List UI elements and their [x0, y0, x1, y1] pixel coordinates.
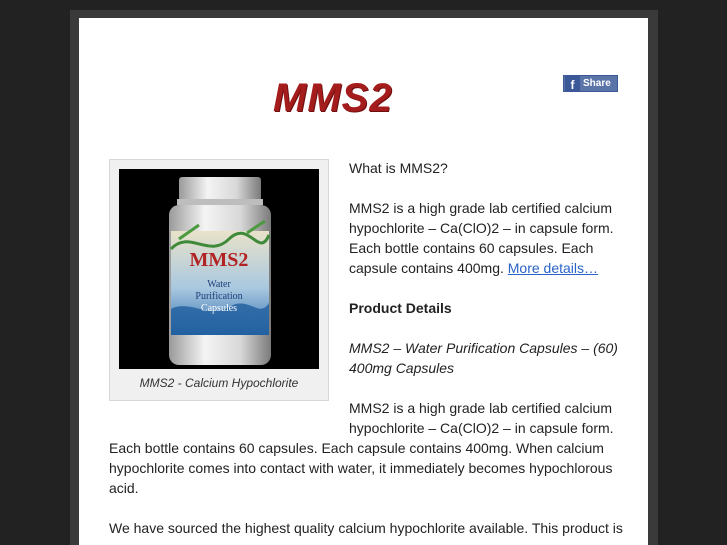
- intro-line: hypochlorite – Ca(ClO)2 – in capsule form.: [349, 220, 614, 236]
- body-line: MMS2 is a high grade lab certified calcium: [349, 400, 613, 416]
- product-photo[interactable]: [119, 169, 319, 369]
- intro-line: capsule contains 400mg.: [349, 260, 504, 276]
- body-paragraph-cont: [109, 438, 629, 498]
- intro-line: Each bottle contains 60 capsules. Each: [349, 240, 594, 256]
- svg-text:Purification: Purification: [195, 291, 243, 302]
- product-name-line: 400mg Capsules: [349, 360, 455, 376]
- facebook-share-button[interactable]: [563, 75, 618, 92]
- svg-text:MMS2: MMS2: [189, 249, 249, 271]
- page-container: [79, 18, 648, 545]
- body-line: Each bottle contains 60 capsules. Each capsule contains 400mg. When calcium: [109, 440, 604, 456]
- body-line: hypochlorite – Ca(ClO)2 – in capsule form.: [349, 420, 614, 436]
- product-name: [349, 338, 618, 378]
- share-label: Share: [583, 78, 611, 89]
- svg-text:Capsules: Capsules: [200, 303, 238, 314]
- question-heading: What is MMS2?: [349, 160, 448, 176]
- svg-text:Water: Water: [207, 279, 231, 290]
- site-logo[interactable]: MMS2: [273, 76, 393, 120]
- body-line: acid.: [109, 480, 139, 496]
- body-paragraph-start: [349, 398, 614, 438]
- sourcing-paragraph: We have sourced the highest quality calcium hypochlorite available. This product is: [109, 520, 623, 536]
- figure-caption: MMS2 - Calcium Hypochlorite: [139, 376, 299, 390]
- more-details-link[interactable]: More details…: [507, 260, 599, 276]
- intro-paragraph: [349, 198, 639, 278]
- product-figure: [109, 159, 329, 401]
- product-details-heading: Product Details: [349, 300, 452, 316]
- body-line: hypochlorite comes into contact with water, it immediately becomes hypochlorous: [109, 460, 613, 476]
- product-name-line: MMS2 – Water Purification Capsules – (60): [349, 340, 618, 356]
- facebook-icon: f: [565, 76, 580, 91]
- bottle-image: [119, 169, 319, 369]
- intro-line: MMS2 is a high grade lab certified calcium: [349, 200, 613, 216]
